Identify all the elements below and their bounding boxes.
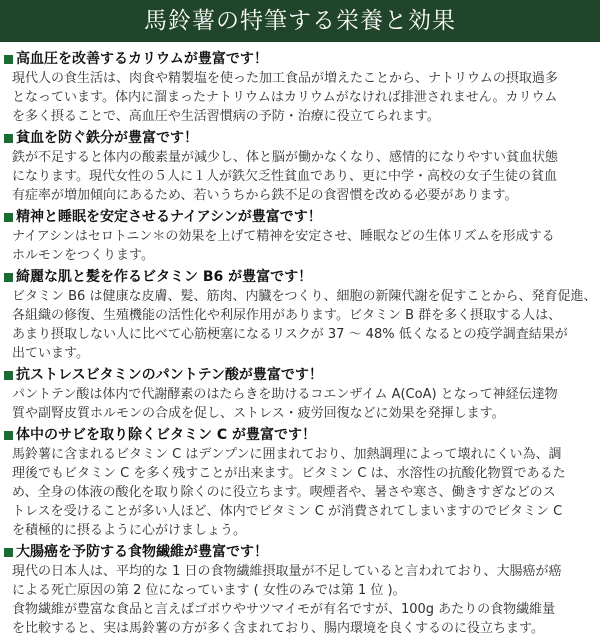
page-title: 馬鈴薯の特筆する栄養と効果 xyxy=(0,0,600,42)
body-line: 食物繊維が豊富な食品と言えばゴボウやサツマイモが有名ですが、100g あたりの食物繊維量 xyxy=(12,602,556,617)
nutrient-section xyxy=(4,50,596,126)
body-line: 現代人の食生活は、肉食や精製塩を使った加工食品が増えたことから、ナトリウムの摂取過多 xyxy=(12,71,558,86)
body-line: トレスを受けることが多い人ほど、体内でビタミン C が消費されてしまいますのでビタミン C xyxy=(12,504,563,519)
article-body xyxy=(4,50,596,641)
square-bullet-icon xyxy=(4,371,13,380)
section-heading xyxy=(4,426,596,445)
body-line: 質や副腎皮質ホルモンの合成を促し、ストレス・疲労回復などに効果を発揮します。 xyxy=(12,406,505,421)
body-line: を多く摂ることで、高血圧や生活習慣病の予防・治療に役立てられます。 xyxy=(12,109,440,124)
body-line: になります。現代女性の５人に１人が鉄欠乏性貧血であり、更に中学・高校の女子生徒の貧血 xyxy=(12,169,557,184)
section-heading-text: 抗ストレスビタミンのパントテン酸が豊富です！ xyxy=(16,367,323,383)
section-heading-text: 貧血を防ぐ鉄分が豊富です！ xyxy=(16,130,198,146)
section-body xyxy=(12,227,596,265)
nutrient-section xyxy=(4,129,596,205)
body-line: 有症率が増加傾向にあるため、若いうちから鉄不足の食習慣を改める必要があります。 xyxy=(12,188,518,203)
body-line: パントテン酸は体内で代謝酵素のはたらきを助けるコエンザイム A(CoA) となって神経伝達物 xyxy=(12,387,558,402)
square-bullet-icon xyxy=(4,213,13,222)
body-line: ビタミン B6 は健康な皮膚、髪、筋肉、内臓をつくり、細胞の新陳代謝を促すことから、発育促進、 xyxy=(12,289,596,304)
section-heading xyxy=(4,366,596,385)
section-heading-text: 大腸癌を予防する食物繊維が豊富です！ xyxy=(16,544,268,560)
body-line: ナイアシンはセロトニン＊の効果を上げて精神を安定させ、睡眠などの生体リズムを形成する xyxy=(12,229,555,244)
section-body xyxy=(12,562,596,638)
section-body xyxy=(12,69,596,126)
body-line: 馬鈴薯に含まれるビタミン C はデンプンに囲まれており、加熱調理によって壊れにくい為、調 xyxy=(12,447,562,462)
body-line: 理後でもビタミン C を多く残すことが出来ます。ビタミン C は、水溶性の抗酸化物質であるた xyxy=(12,466,566,481)
section-heading xyxy=(4,543,596,562)
body-line: 現代の日本人は、平均的な 1 日の食物繊維摂取量が不足していると言われており、大腸癌が癌 xyxy=(12,564,562,579)
square-bullet-icon xyxy=(4,431,13,440)
nutrient-section xyxy=(4,426,596,540)
body-line: ホルモンをつくります。 xyxy=(12,248,154,263)
section-body xyxy=(12,385,596,423)
body-line: 各組織の修復、生殖機能の活性化や利尿作用があります。ビタミン B 群を多く摂取する人は、 xyxy=(12,308,562,323)
body-line: による死亡原因の第 2 位になっています ( 女性のみでは第 1 位 )。 xyxy=(12,583,406,598)
square-bullet-icon xyxy=(4,548,13,557)
body-line: を積極的に摂るように心がけましょう。 xyxy=(12,523,247,538)
square-bullet-icon xyxy=(4,55,13,64)
section-heading-text: 体中のサビを取り除くビタミン C が豊富です！ xyxy=(16,427,317,443)
body-line: 鉄が不足すると体内の酸素量が減少し、体と脳が働かなくなり、感情的になりやすい貧血状態 xyxy=(12,150,559,165)
section-heading-text: 高血圧を改善するカリウムが豊富です！ xyxy=(16,51,268,67)
section-body xyxy=(12,445,596,540)
nutrient-section xyxy=(4,366,596,423)
section-body xyxy=(12,148,596,205)
body-line: め、全身の体液の酸化を取り除くのに役立ちます。喫煙者や、暑さや寒さ、働きすぎなどのス xyxy=(12,485,556,500)
body-line: あまり摂取しない人に比べて心筋梗塞になるリスクが 37 〜 48% 低くなるとの疫学調査結果が xyxy=(12,327,568,342)
section-heading xyxy=(4,129,596,148)
nutrient-section xyxy=(4,268,596,363)
body-line: を比較すると、実は馬鈴薯の方が多く含まれており、腸内環境を良くするのに役立ちます。 xyxy=(12,621,544,636)
section-heading xyxy=(4,268,596,287)
square-bullet-icon xyxy=(4,134,13,143)
section-heading-text: 精神と睡眠を安定させるナイアシンが豊富です！ xyxy=(16,209,322,225)
body-line: 出ています。 xyxy=(12,346,89,361)
body-line: となっています。体内に溜まったナトリウムはカリウムがなければ排泄されません。カリウム xyxy=(12,90,558,105)
nutrient-section xyxy=(4,543,596,638)
section-heading xyxy=(4,50,596,69)
section-heading-text: 綺麗な肌と髪を作るビタミン B6 が豊富です！ xyxy=(16,269,313,285)
nutrient-section xyxy=(4,208,596,265)
section-body xyxy=(12,287,596,363)
section-heading xyxy=(4,208,596,227)
square-bullet-icon xyxy=(4,273,13,282)
